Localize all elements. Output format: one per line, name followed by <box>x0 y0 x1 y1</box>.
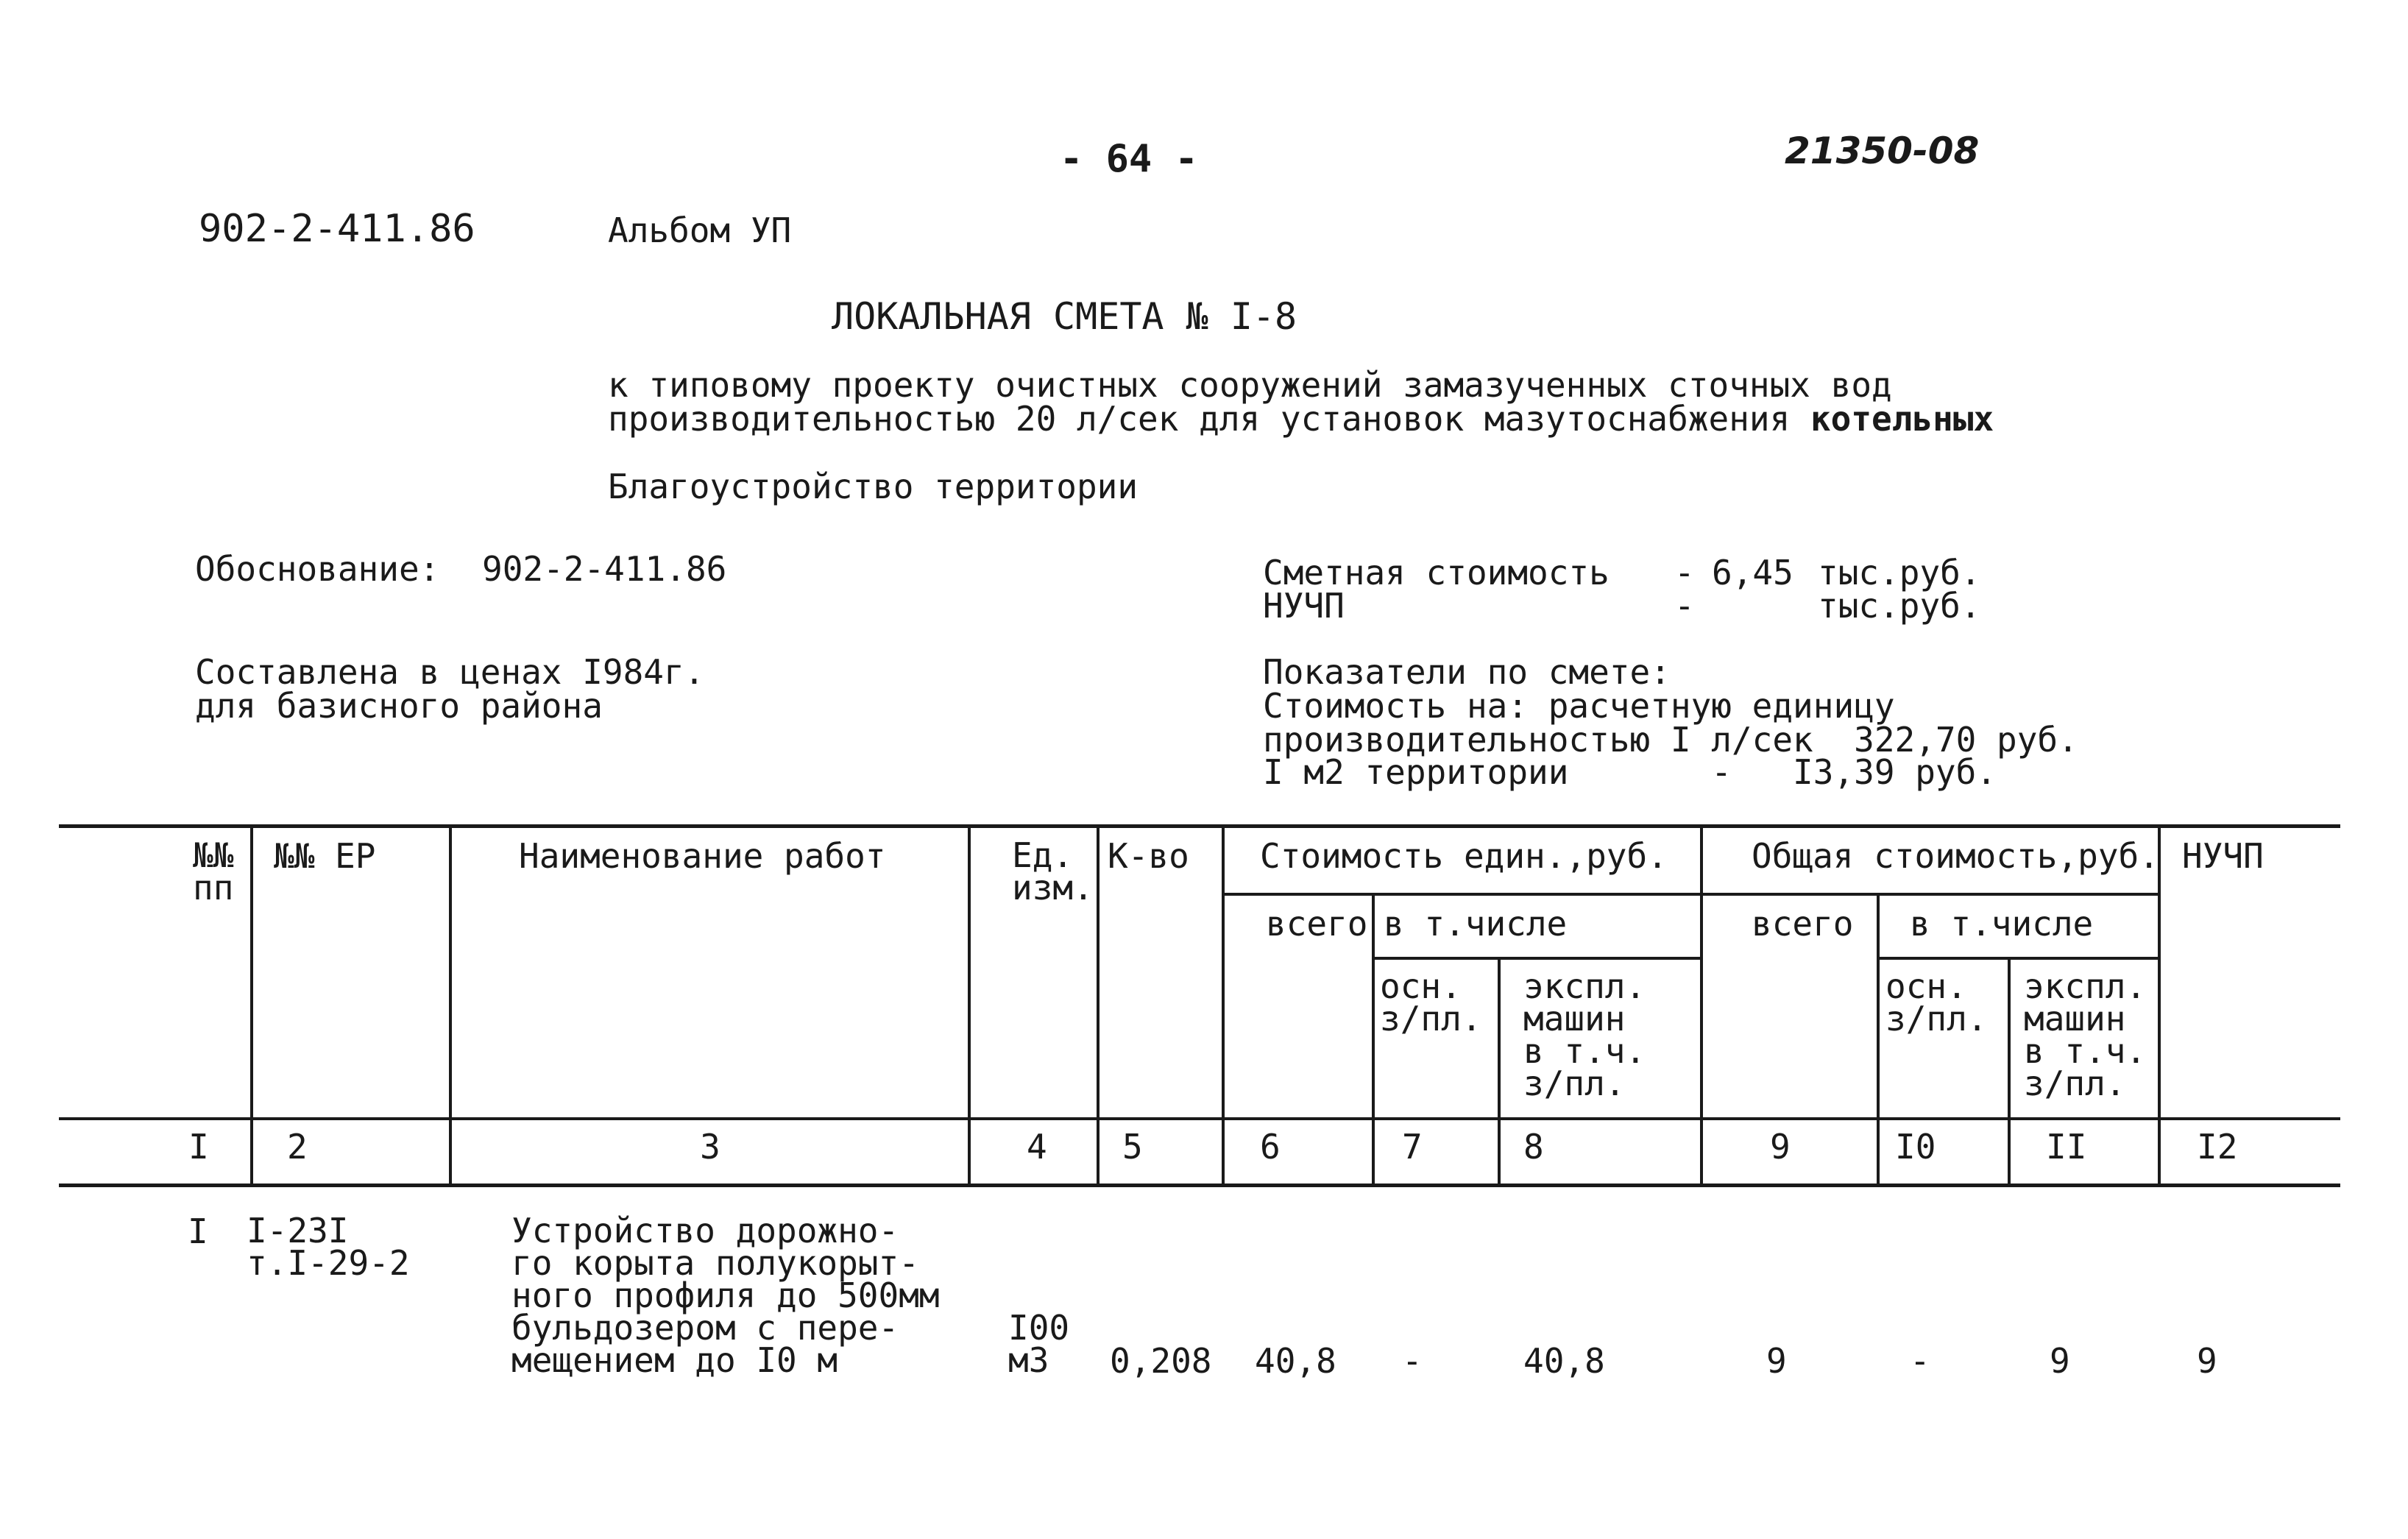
subtitle-line-2-emphasis: котельных <box>1810 399 1994 439</box>
header-total-cost: Общая стоимость,руб. <box>1752 836 2159 876</box>
header-unit-incl: в т.числе <box>1384 904 1568 944</box>
table-top-rule <box>59 824 2340 828</box>
col-divider-4 <box>1097 824 1099 1185</box>
row-total-all: 9 <box>1766 1341 1787 1381</box>
cost-label: Сметная стоимость <box>1263 553 1610 592</box>
column-number: 4 <box>1027 1127 1047 1167</box>
column-number: I <box>188 1127 209 1167</box>
subtitle-line-2-text: производительностью 20 л/сек для установок мазутоснабжения <box>608 399 1810 439</box>
basis-label: Обоснование: <box>195 549 440 589</box>
indicator-line-2: производительностью I л/сек 322,70 руб. <box>1263 720 2078 760</box>
col-divider-6 <box>1372 893 1375 1185</box>
col-divider-9 <box>1877 893 1880 1185</box>
indicators-title: Показатели по смете: <box>1263 652 1671 692</box>
header-bottom-rule <box>59 1117 2340 1120</box>
album-label: Альбом УП <box>608 210 792 250</box>
header-total-base-pay: осн. з/пл. <box>1885 966 1988 1039</box>
subtitle-line-1: к типовому проекту очистных сооружений замазученных сточных вод <box>608 365 1892 405</box>
column-number: 6 <box>1260 1127 1281 1167</box>
numbers-bottom-rule <box>59 1184 2340 1187</box>
col-divider-11 <box>2158 824 2161 1185</box>
header-unit: Ед. изм. <box>1012 835 1094 908</box>
document-code: 21350-08 <box>1785 130 1980 172</box>
header-er-number: №№ ЕР <box>274 836 376 876</box>
row-er-number: I-23I т.I-29-2 <box>247 1211 410 1283</box>
col-divider-3 <box>968 824 971 1185</box>
subtitle-line-2 <box>608 399 1994 439</box>
col-divider-2 <box>449 824 452 1185</box>
cost-unit: тыс.руб. <box>1818 553 1981 592</box>
cost-dash: - <box>1674 553 1695 592</box>
header-work-name: Наименование работ <box>519 836 886 876</box>
header-unit-all: всего <box>1266 904 1368 944</box>
column-number: I2 <box>2197 1127 2238 1167</box>
row-work-name: Устройство дорожно- го корыта полукорыт- ного профиля до 500мм бульдозером с пере- мещением до I0 м <box>511 1211 940 1380</box>
header-row-number: №№ пп <box>193 835 234 908</box>
col-divider-1 <box>250 824 253 1185</box>
header-nuchp: НУЧП <box>2182 836 2264 876</box>
column-number: 8 <box>1523 1127 1544 1167</box>
header-unit-cost: Стоимость един.,руб. <box>1260 836 1668 876</box>
row-number: I <box>188 1211 208 1251</box>
column-number: 3 <box>700 1127 720 1167</box>
basis-value: 902-2-411.86 <box>482 549 727 589</box>
nuchp-unit: тыс.руб. <box>1818 586 1981 626</box>
row-total-machines: 9 <box>2050 1341 2070 1381</box>
group-header-rule <box>1222 893 2161 896</box>
row-unit: I00 м3 <box>1008 1308 1070 1380</box>
indicator-line-3: I м2 территории - I3,39 руб. <box>1263 752 1997 792</box>
column-number: 2 <box>287 1127 308 1167</box>
row-unit-base-pay: - <box>1402 1341 1423 1381</box>
column-number: 9 <box>1770 1127 1791 1167</box>
col-divider-5 <box>1222 824 1225 1185</box>
header-total-incl: в т.числе <box>1910 904 2094 944</box>
nuchp-label: НУЧП <box>1263 586 1345 626</box>
col-divider-8 <box>1700 824 1703 1185</box>
indicator-line-1: Стоимость на: расчетную единицу <box>1263 686 1895 726</box>
header-total-machines: экспл. машин в т.ч. з/пл. <box>2024 966 2147 1103</box>
prices-line-2: для базисного района <box>195 686 603 726</box>
column-number: II <box>2046 1127 2087 1167</box>
row-unit-all: 40,8 <box>1255 1341 1336 1381</box>
header-unit-machines: экспл. машин в т.ч. з/пл. <box>1523 966 1646 1103</box>
page-number: - 64 - <box>1060 137 1198 181</box>
row-total-base-pay: - <box>1910 1341 1930 1381</box>
col-divider-10 <box>2008 957 2011 1185</box>
column-number: 5 <box>1122 1127 1143 1167</box>
section-title: Благоустройство территории <box>608 467 1139 506</box>
total-subgroup-rule <box>1877 957 2161 960</box>
prices-line-1: Составлена в ценах I984г. <box>195 652 705 692</box>
row-unit-machines: 40,8 <box>1523 1341 1605 1381</box>
estimate-title: ЛОКАЛЬНАЯ СМЕТА № I-8 <box>832 295 1297 338</box>
header-unit-base-pay: осн. з/пл. <box>1380 966 1482 1039</box>
column-number: I0 <box>1895 1127 1936 1167</box>
cost-value: 6,45 <box>1712 553 1793 592</box>
nuchp-dash: - <box>1674 586 1695 626</box>
row-quantity: 0,208 <box>1110 1341 1212 1381</box>
header-quantity: К-во <box>1108 836 1189 876</box>
project-code: 902-2-411.86 <box>199 207 475 251</box>
unit-subgroup-rule <box>1372 957 1703 960</box>
row-nuchp: 9 <box>2197 1341 2217 1381</box>
column-number: 7 <box>1402 1127 1423 1167</box>
col-divider-7 <box>1498 957 1501 1185</box>
header-total-all: всего <box>1752 904 1854 944</box>
